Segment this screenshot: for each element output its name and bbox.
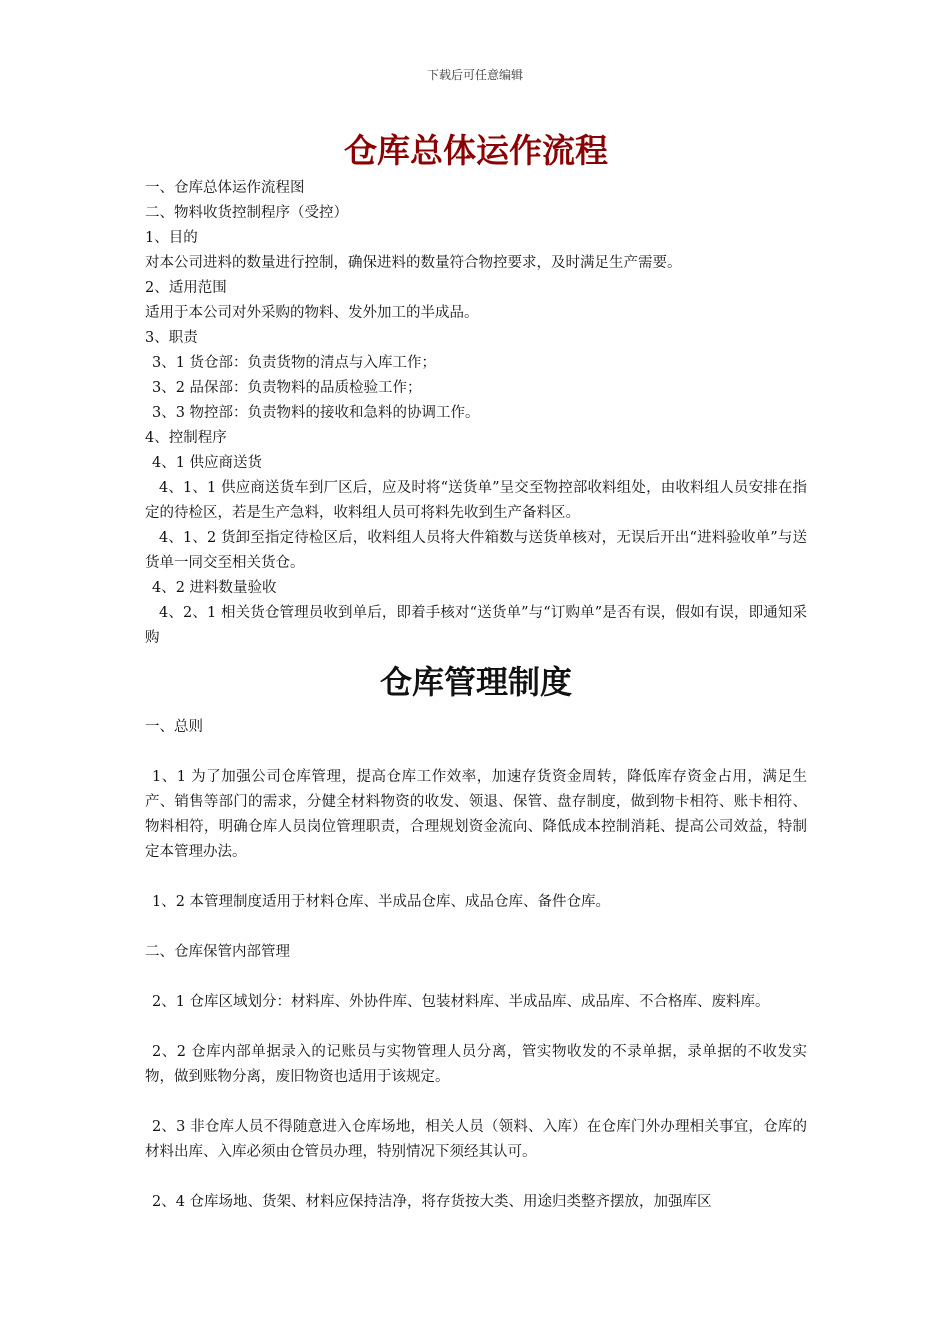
document-body bbox=[145, 126, 807, 1215]
title-warehouse-management-system: 仓库管理制度 bbox=[379, 663, 572, 701]
paragraph-text: 2、1 仓库区域划分：材料库、外协件库、包装材料库、半成品库、成品库、不合格库、废料库。 bbox=[152, 994, 770, 1010]
spacer bbox=[145, 740, 807, 765]
spacer bbox=[145, 1165, 807, 1190]
header-note: 下载后可任意编辑 bbox=[426, 68, 523, 82]
paragraph: 4、控制程序 bbox=[145, 430, 227, 446]
paragraph: 1、目的 bbox=[145, 230, 198, 246]
paragraph bbox=[145, 1190, 807, 1215]
paragraph bbox=[145, 765, 807, 865]
spacer bbox=[145, 965, 807, 990]
paragraph bbox=[145, 601, 807, 651]
spacer bbox=[145, 865, 807, 890]
paragraph-text: 4、1、1 供应商送货车到厂区后，应及时将“送货单”呈交至物控部收料组处，由收料组人员安排在指定的待检区，若是生产急料，收料组人员可将料先收到生产备料区。 bbox=[145, 480, 807, 521]
paragraph-text: 2、4 仓库场地、货架、材料应保持洁净，将存货按大类、用途归类整齐摆放，加强库区 bbox=[152, 1194, 712, 1210]
paragraph bbox=[145, 476, 807, 526]
paragraph: 3、2 品保部：负责物料的品质检验工作； bbox=[152, 380, 422, 396]
paragraph: 一、仓库总体运作流程图 bbox=[145, 180, 305, 196]
spacer bbox=[145, 1015, 807, 1040]
paragraph: 适用于本公司对外采购的物料、发外加工的半成品。 bbox=[145, 305, 479, 321]
paragraph bbox=[145, 526, 807, 576]
spacer bbox=[145, 1090, 807, 1115]
paragraph bbox=[145, 990, 807, 1015]
paragraph-text: 1、1 为了加强公司仓库管理，提高仓库工作效率，加速存货资金周转，降低库存资金占用，满足生产、销售等部门的需求，分健全材料物资的收发、领退、保管、盘存制度，做到物卡相符、账卡相符、物料相符，明确仓库人员岗位管理职责，合理规划资金流向、降低成本控制消耗、提高公司效益，特制定本管理办法。 bbox=[145, 769, 807, 860]
paragraph: 4、1 供应商送货 bbox=[152, 455, 263, 471]
paragraph: 二、仓库保管内部管理 bbox=[145, 944, 290, 960]
paragraph bbox=[145, 1040, 807, 1090]
paragraph-text: 4、1、2 货卸至指定待检区后，收料组人员将大件箱数与送货单核对，无误后开出“进料验收单”与送货单一同交至相关货仓。 bbox=[145, 530, 807, 571]
spacer bbox=[145, 915, 807, 940]
paragraph: 二、物料收货控制程序（受控） bbox=[145, 205, 348, 221]
paragraph: 2、适用范围 bbox=[145, 280, 227, 296]
paragraph: 4、2 进料数量验收 bbox=[152, 580, 277, 596]
paragraph-text: 2、2 仓库内部单据录入的记账员与实物管理人员分离，管实物收发的不录单据，录单据的不收发实物，做到账物分离，废旧物资也适用于该规定。 bbox=[145, 1044, 807, 1085]
paragraph: 对本公司进料的数量进行控制，确保进料的数量符合物控要求，及时满足生产需要。 bbox=[145, 255, 682, 271]
paragraph bbox=[145, 1115, 807, 1165]
paragraph: 3、职责 bbox=[145, 330, 198, 346]
paragraph: 3、3 物控部：负责物料的接收和急料的协调工作。 bbox=[152, 405, 480, 421]
paragraph-text: 2、3 非仓库人员不得随意进入仓库场地，相关人员（领料、入库）在仓库门外办理相关事宜，仓库的材料出库、入库必须由仓管员办理，特别情况下须经其认可。 bbox=[145, 1119, 807, 1160]
paragraph: 一、总则 bbox=[145, 719, 203, 735]
paragraph: 1、2 本管理制度适用于材料仓库、半成品仓库、成品仓库、备件仓库。 bbox=[152, 894, 611, 910]
paragraph: 3、1 货仓部：负责货物的清点与入库工作； bbox=[152, 355, 437, 371]
title-warehouse-operation-flow: 仓库总体运作流程 bbox=[344, 131, 608, 170]
paragraph-text: 4、2、1 相关货仓管理员收到单后，即着手核对“送货单”与“订购单”是否有误，假如有误，即通知采购 bbox=[145, 605, 807, 646]
